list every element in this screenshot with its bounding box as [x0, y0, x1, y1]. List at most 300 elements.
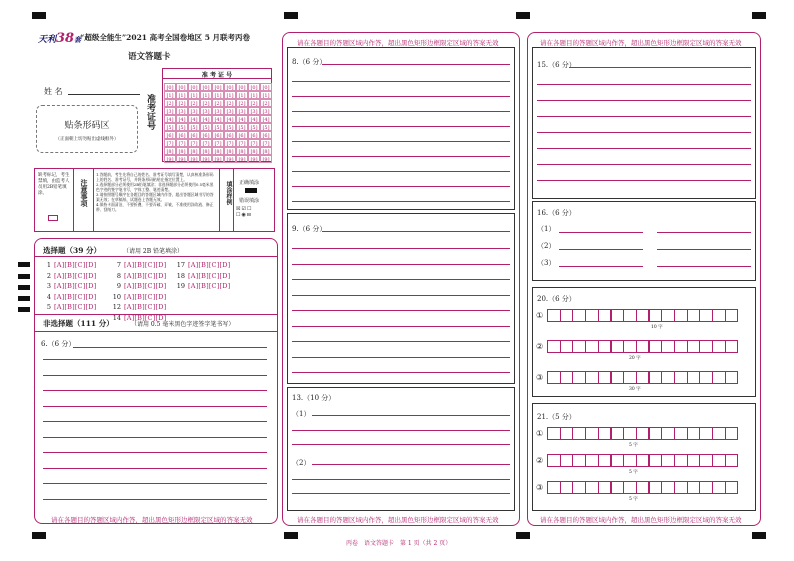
character-cell[interactable] [560, 340, 574, 353]
admission-digit-bubble[interactable]: [5] [236, 123, 248, 131]
answer-line[interactable] [43, 468, 267, 469]
admission-digit-bubble[interactable]: [5] [248, 123, 260, 131]
character-cell[interactable] [712, 340, 726, 353]
character-cell[interactable] [649, 371, 663, 384]
character-cell[interactable] [674, 454, 688, 467]
character-cell[interactable] [649, 427, 663, 440]
character-cell[interactable] [611, 427, 625, 440]
admission-digit-bubble[interactable]: [9] [188, 155, 200, 163]
admission-digit-bubble[interactable]: [9] [248, 155, 260, 163]
option-bubbles[interactable]: [A][B][C][D] [124, 313, 167, 322]
answer-line[interactable] [322, 231, 510, 232]
character-cell[interactable] [547, 340, 561, 353]
character-cell[interactable] [547, 481, 561, 494]
admission-digit-bubble[interactable]: [9] [212, 155, 224, 163]
answer-line[interactable] [292, 326, 510, 327]
admission-digit-bubble[interactable]: [1] [212, 91, 224, 99]
character-cell[interactable] [585, 481, 599, 494]
admission-digit-bubble[interactable]: [5] [200, 123, 212, 131]
admission-digit-bubble[interactable]: [1] [200, 91, 212, 99]
answer-line[interactable] [292, 171, 510, 172]
answer-line[interactable] [537, 116, 751, 117]
admission-digit-bubble[interactable]: [3] [260, 107, 272, 115]
admission-digit-bubble[interactable]: [5] [164, 123, 176, 131]
character-cell[interactable] [674, 309, 688, 322]
admission-digit-column[interactable] [236, 83, 248, 163]
admission-digit-bubble[interactable]: [4] [248, 115, 260, 123]
answer-line[interactable] [569, 67, 751, 68]
admission-digit-bubble[interactable]: [0] [224, 83, 236, 91]
character-grid-row[interactable] [547, 454, 738, 467]
admission-digit-bubble[interactable]: [4] [188, 115, 200, 123]
answer-line[interactable] [43, 499, 267, 500]
timing-mark [752, 12, 766, 19]
answer-line[interactable] [292, 264, 510, 265]
character-cell[interactable] [649, 481, 663, 494]
admission-digit-bubble[interactable]: [1] [224, 91, 236, 99]
answer-area-warning: 请在各题目的答题区域内作答，超出黑色矩形边框限定区域的答案无效 [297, 39, 499, 47]
answer-line[interactable] [559, 232, 643, 233]
admission-digit-bubble[interactable]: [2] [176, 99, 188, 107]
character-cell[interactable] [598, 427, 612, 440]
answer-line[interactable] [537, 164, 751, 165]
answer-line[interactable] [292, 357, 510, 358]
character-grid-row[interactable] [547, 309, 738, 322]
admission-digit-bubble[interactable]: [3] [200, 107, 212, 115]
choice-question[interactable] [175, 261, 230, 269]
character-cell[interactable] [674, 481, 688, 494]
admission-digit-bubble[interactable]: [4] [164, 115, 176, 123]
answer-line[interactable] [537, 84, 751, 85]
answer-line[interactable] [312, 464, 510, 465]
absent-mark-note: 缺考标记，考生禁填，由监考人员用2B铅笔填涂。 [38, 173, 70, 196]
character-cell[interactable] [585, 427, 599, 440]
character-cell[interactable] [712, 427, 726, 440]
row-number: ② [536, 456, 544, 465]
admission-digit-bubble[interactable]: [6] [260, 131, 272, 139]
character-cell[interactable] [661, 371, 675, 384]
choice-question[interactable] [175, 272, 230, 280]
character-cell[interactable] [572, 340, 586, 353]
admission-digit-bubble[interactable]: [3] [248, 107, 260, 115]
row-number: ① [536, 429, 544, 438]
character-grid-row[interactable] [547, 427, 738, 440]
admission-digit-bubble[interactable]: [6] [236, 131, 248, 139]
character-cell[interactable] [687, 427, 701, 440]
option-bubbles[interactable]: [A][B][C][D] [188, 271, 231, 280]
character-cell[interactable] [636, 454, 650, 467]
admission-digit-bubble[interactable]: [6] [200, 131, 212, 139]
character-grid-row[interactable] [547, 340, 738, 353]
admission-digit-bubble[interactable]: [4] [224, 115, 236, 123]
answer-line[interactable] [292, 96, 510, 97]
admission-digit-bubble[interactable]: [8] [176, 147, 188, 155]
answer-line[interactable] [292, 493, 510, 494]
answer-line[interactable] [43, 359, 267, 360]
character-cell[interactable] [572, 454, 586, 467]
character-cell[interactable] [585, 371, 599, 384]
option-bubbles[interactable]: [A][B][C][D] [124, 261, 167, 269]
choice-question[interactable] [41, 261, 96, 269]
admission-digit-bubble[interactable]: [6] [224, 131, 236, 139]
character-cell[interactable] [598, 371, 612, 384]
admission-digit-bubble[interactable]: [8] [212, 147, 224, 155]
character-cell[interactable] [560, 427, 574, 440]
timing-mark [32, 12, 46, 19]
character-cell[interactable] [699, 454, 713, 467]
admission-digit-column[interactable] [200, 83, 212, 163]
answer-line[interactable] [292, 141, 510, 142]
choice-question[interactable] [111, 261, 166, 269]
character-cell[interactable] [623, 427, 637, 440]
admission-digit-bubble[interactable]: [2] [224, 99, 236, 107]
answer-line[interactable] [43, 375, 267, 376]
answer-line[interactable] [559, 266, 643, 267]
character-cell[interactable] [687, 481, 701, 494]
admission-digit-bubble[interactable]: [5] [260, 123, 272, 131]
character-cell[interactable] [598, 454, 612, 467]
timing-mark [18, 262, 30, 267]
admission-digit-bubble[interactable]: [8] [188, 147, 200, 155]
answer-line[interactable] [43, 406, 267, 407]
character-cell[interactable] [712, 309, 726, 322]
question-number: 3 [46, 282, 51, 290]
admission-digit-column[interactable] [224, 83, 236, 163]
admission-digit-bubble[interactable]: [4] [212, 115, 224, 123]
character-cell[interactable] [611, 309, 625, 322]
admission-digit-bubble[interactable]: [9] [164, 155, 176, 163]
character-cell[interactable] [725, 309, 739, 322]
admission-digit-bubble[interactable]: [4] [236, 115, 248, 123]
answer-line[interactable] [43, 483, 267, 484]
character-cell[interactable] [547, 309, 561, 322]
question-number: 5 [46, 303, 51, 311]
answer-line[interactable] [292, 310, 510, 311]
admission-digit-column[interactable] [248, 83, 260, 163]
character-cell[interactable] [699, 309, 713, 322]
option-bubbles[interactable]: [A][B][C][D] [54, 282, 97, 290]
character-cell[interactable] [649, 340, 663, 353]
answer-line[interactable] [43, 390, 267, 391]
absent-mark-box[interactable] [48, 215, 58, 221]
character-cell[interactable] [560, 481, 574, 494]
admission-digit-bubble[interactable]: [6] [212, 131, 224, 139]
option-bubbles[interactable]: [A][B][C][D] [124, 292, 167, 301]
option-bubbles[interactable]: [A][B][C][D] [188, 261, 231, 269]
character-cell[interactable] [687, 340, 701, 353]
admission-digit-bubble[interactable]: [8] [236, 147, 248, 155]
admission-digit-bubble[interactable]: [0] [260, 83, 272, 91]
character-cell[interactable] [712, 454, 726, 467]
admission-digit-bubble[interactable]: [7] [188, 139, 200, 147]
admission-digit-bubble[interactable]: [2] [164, 99, 176, 107]
admission-digit-bubble[interactable]: [4] [200, 115, 212, 123]
admission-digit-bubble[interactable]: [8] [248, 147, 260, 155]
admission-digit-bubble[interactable]: [8] [200, 147, 212, 155]
question-number: 17 [176, 261, 185, 269]
answer-line[interactable] [292, 479, 510, 480]
character-cell[interactable] [611, 481, 625, 494]
admission-digit-bubble[interactable]: [0] [212, 83, 224, 91]
admission-digit-bubble[interactable]: [7] [236, 139, 248, 147]
character-cell[interactable] [699, 340, 713, 353]
question-13-part-1: （1） [292, 410, 311, 418]
admission-digit-bubble[interactable]: [7] [164, 139, 176, 147]
choice-question[interactable] [111, 282, 166, 290]
admission-digit-bubble[interactable]: [1] [248, 91, 260, 99]
character-cell[interactable] [598, 481, 612, 494]
admission-digit-bubble[interactable]: [3] [236, 107, 248, 115]
answer-area-warning: 请在各题目的答题区域内作答，超出黑色矩形边框限定区域的答案无效 [297, 516, 499, 524]
admission-digit-bubble[interactable]: [1] [164, 91, 176, 99]
admission-digit-bubble[interactable]: [9] [236, 155, 248, 163]
correct-fill-sample [245, 188, 257, 193]
answer-line[interactable] [537, 180, 751, 181]
admission-digit-bubble[interactable]: [7] [200, 139, 212, 147]
character-cell[interactable] [661, 340, 675, 353]
admission-digit-bubble[interactable]: [4] [176, 115, 188, 123]
admission-digit-bubble[interactable]: [1] [176, 91, 188, 99]
character-cell[interactable] [623, 481, 637, 494]
answer-line[interactable] [657, 266, 751, 267]
character-cell[interactable] [585, 340, 599, 353]
answer-line[interactable] [559, 249, 643, 250]
option-bubbles[interactable]: [A][B][C][D] [124, 282, 167, 290]
admission-digit-bubble[interactable]: [2] [248, 99, 260, 107]
admission-digit-bubble[interactable]: [9] [224, 155, 236, 163]
choice-question[interactable] [175, 282, 230, 290]
choice-question[interactable] [111, 303, 166, 311]
choice-note: （请用 2B 铅笔填涂） [123, 248, 184, 255]
character-cell[interactable] [585, 309, 599, 322]
character-cell[interactable] [623, 340, 637, 353]
admission-digit-bubble[interactable]: [2] [212, 99, 224, 107]
character-cell[interactable] [725, 481, 739, 494]
character-cell[interactable] [623, 309, 637, 322]
answer-line[interactable] [292, 156, 510, 157]
answer-line[interactable] [43, 421, 267, 422]
option-bubbles[interactable]: [A][B][C][D] [188, 282, 231, 290]
character-cell[interactable] [674, 371, 688, 384]
admission-digit-bubble[interactable]: [3] [164, 107, 176, 115]
answer-line[interactable] [292, 248, 510, 249]
character-cell[interactable] [712, 481, 726, 494]
character-cell[interactable] [661, 427, 675, 440]
admission-digit-bubble[interactable]: [5] [224, 123, 236, 131]
admission-digit-bubble[interactable]: [2] [188, 99, 200, 107]
left-answer-panel [34, 238, 278, 524]
answer-line[interactable] [657, 249, 751, 250]
character-cell[interactable] [623, 371, 637, 384]
answer-line[interactable] [312, 415, 510, 416]
option-bubbles[interactable]: [A][B][C][D] [54, 271, 97, 280]
character-cell[interactable] [636, 340, 650, 353]
character-cell[interactable] [649, 309, 663, 322]
admission-digit-column[interactable] [188, 83, 200, 163]
admission-digit-column[interactable] [260, 83, 272, 163]
answer-line[interactable] [322, 64, 510, 65]
character-cell[interactable] [547, 371, 561, 384]
character-cell[interactable] [572, 427, 586, 440]
character-cell[interactable] [687, 309, 701, 322]
word-count-mark: 20 字 [629, 356, 641, 361]
option-bubbles[interactable]: [A][B][C][D] [124, 271, 167, 280]
nonchoice-title: 非选择题（111 分） [43, 319, 114, 328]
character-cell[interactable] [636, 427, 650, 440]
character-cell[interactable] [636, 371, 650, 384]
answer-line[interactable] [657, 232, 751, 233]
character-cell[interactable] [547, 427, 561, 440]
admission-digit-column[interactable] [176, 83, 188, 163]
row-number: ② [536, 342, 544, 351]
admission-digit-bubble[interactable]: [9] [200, 155, 212, 163]
admission-digit-bubble[interactable]: [1] [236, 91, 248, 99]
character-cell[interactable] [699, 371, 713, 384]
character-cell[interactable] [687, 371, 701, 384]
answer-line[interactable] [292, 444, 510, 445]
character-cell[interactable] [687, 454, 701, 467]
character-cell[interactable] [611, 340, 625, 353]
answer-line[interactable] [292, 430, 510, 431]
admission-digit-bubble[interactable]: [0] [188, 83, 200, 91]
admission-digit-bubble[interactable]: [4] [260, 115, 272, 123]
character-cell[interactable] [572, 481, 586, 494]
character-cell[interactable] [611, 371, 625, 384]
character-cell[interactable] [572, 309, 586, 322]
character-cell[interactable] [623, 454, 637, 467]
character-cell[interactable] [585, 454, 599, 467]
option-bubbles[interactable]: [A][B][C][D] [54, 292, 97, 301]
character-cell[interactable] [661, 454, 675, 467]
answer-line[interactable] [73, 347, 267, 348]
character-cell[interactable] [699, 481, 713, 494]
admission-number-grid[interactable] [162, 68, 272, 162]
admission-digit-bubble[interactable]: [5] [176, 123, 188, 131]
admission-digit-bubble[interactable]: [2] [260, 99, 272, 107]
admission-digit-bubble[interactable]: [3] [224, 107, 236, 115]
answer-line[interactable] [292, 111, 510, 112]
admission-digit-bubble[interactable]: [7] [260, 139, 272, 147]
character-cell[interactable] [547, 454, 561, 467]
character-cell[interactable] [725, 371, 739, 384]
admission-digit-bubble[interactable]: [6] [248, 131, 260, 139]
answer-line[interactable] [537, 100, 751, 101]
character-cell[interactable] [699, 427, 713, 440]
admission-digit-bubble[interactable]: [0] [164, 83, 176, 91]
question-13-label: 13.（10 分） [292, 394, 336, 402]
admission-digit-bubble[interactable]: [9] [176, 155, 188, 163]
answer-line[interactable] [292, 81, 510, 82]
option-bubbles[interactable]: [A][B][C][D] [124, 303, 167, 311]
sheet-title: 语文答题卡 [128, 52, 171, 62]
admission-digit-bubble[interactable]: [2] [236, 99, 248, 107]
answer-line[interactable] [292, 295, 510, 296]
admission-digit-bubble[interactable]: [7] [176, 139, 188, 147]
admission-digit-bubble[interactable]: [0] [200, 83, 212, 91]
answer-line[interactable] [43, 437, 267, 438]
character-cell[interactable] [725, 427, 739, 440]
answer-line[interactable] [292, 341, 510, 342]
choice-question[interactable] [41, 282, 96, 290]
character-cell[interactable] [598, 309, 612, 322]
character-cell[interactable] [725, 340, 739, 353]
answer-line[interactable] [292, 279, 510, 280]
option-bubbles[interactable]: [A][B][C][D] [54, 261, 97, 269]
answer-area-warning: 请在各题目的答题区域内作答，超出黑色矩形边框限定区域的答案无效 [540, 39, 742, 47]
character-cell[interactable] [611, 454, 625, 467]
admission-digit-bubble[interactable]: [1] [188, 91, 200, 99]
admission-digit-bubble[interactable]: [6] [164, 131, 176, 139]
admission-digit-bubble[interactable]: [8] [224, 147, 236, 155]
character-cell[interactable] [572, 371, 586, 384]
choice-question[interactable] [111, 272, 166, 280]
character-cell[interactable] [674, 340, 688, 353]
character-cell[interactable] [636, 309, 650, 322]
character-cell[interactable] [661, 309, 675, 322]
admission-digit-bubble[interactable]: [7] [212, 139, 224, 147]
admission-digit-bubble[interactable]: [6] [188, 131, 200, 139]
character-cell[interactable] [712, 371, 726, 384]
name-field[interactable] [68, 94, 140, 95]
character-cell[interactable] [674, 427, 688, 440]
character-grid-row[interactable] [547, 371, 738, 384]
answer-line[interactable] [537, 132, 751, 133]
admission-digit-bubble[interactable]: [3] [188, 107, 200, 115]
admission-digit-bubble[interactable]: [0] [248, 83, 260, 91]
admission-digit-bubble[interactable]: [0] [236, 83, 248, 91]
choice-question[interactable] [41, 272, 96, 280]
admission-digit-bubble[interactable]: [3] [212, 107, 224, 115]
admission-digit-bubble[interactable]: [9] [260, 155, 272, 163]
timing-mark [32, 532, 46, 539]
character-cell[interactable] [725, 454, 739, 467]
admission-digit-bubble[interactable]: [5] [212, 123, 224, 131]
admission-digit-bubble[interactable]: [8] [164, 147, 176, 155]
question-number: 12 [112, 303, 121, 311]
admission-digit-bubble[interactable]: [0] [176, 83, 188, 91]
character-cell[interactable] [560, 454, 574, 467]
admission-digit-bubble[interactable]: [6] [176, 131, 188, 139]
admission-digit-column[interactable] [164, 83, 176, 163]
character-cell[interactable] [598, 340, 612, 353]
character-cell[interactable] [661, 481, 675, 494]
admission-digit-bubble[interactable]: [1] [260, 91, 272, 99]
admission-digit-bubble[interactable]: [7] [248, 139, 260, 147]
choice-question[interactable] [41, 293, 96, 301]
choice-question[interactable] [41, 303, 96, 311]
admission-digit-bubble[interactable]: [3] [176, 107, 188, 115]
character-cell[interactable] [649, 454, 663, 467]
character-grid-row[interactable] [547, 481, 738, 494]
character-cell[interactable] [560, 309, 574, 322]
admission-digit-bubble[interactable]: [7] [224, 139, 236, 147]
answer-line[interactable] [537, 148, 751, 149]
choice-question[interactable] [111, 293, 166, 301]
character-cell[interactable] [560, 371, 574, 384]
character-cell[interactable] [636, 481, 650, 494]
admission-digit-bubble[interactable]: [2] [200, 99, 212, 107]
timing-mark [752, 532, 766, 539]
option-bubbles[interactable]: [A][B][C][D] [54, 303, 97, 311]
answer-line[interactable] [43, 452, 267, 453]
admission-digit-bubble[interactable]: [8] [260, 147, 272, 155]
answer-line[interactable] [292, 372, 510, 373]
answer-line[interactable] [292, 126, 510, 127]
admission-digit-bubble[interactable]: [5] [188, 123, 200, 131]
answer-line[interactable] [292, 186, 510, 187]
admission-digit-column[interactable] [212, 83, 224, 163]
answer-line[interactable] [292, 201, 510, 202]
